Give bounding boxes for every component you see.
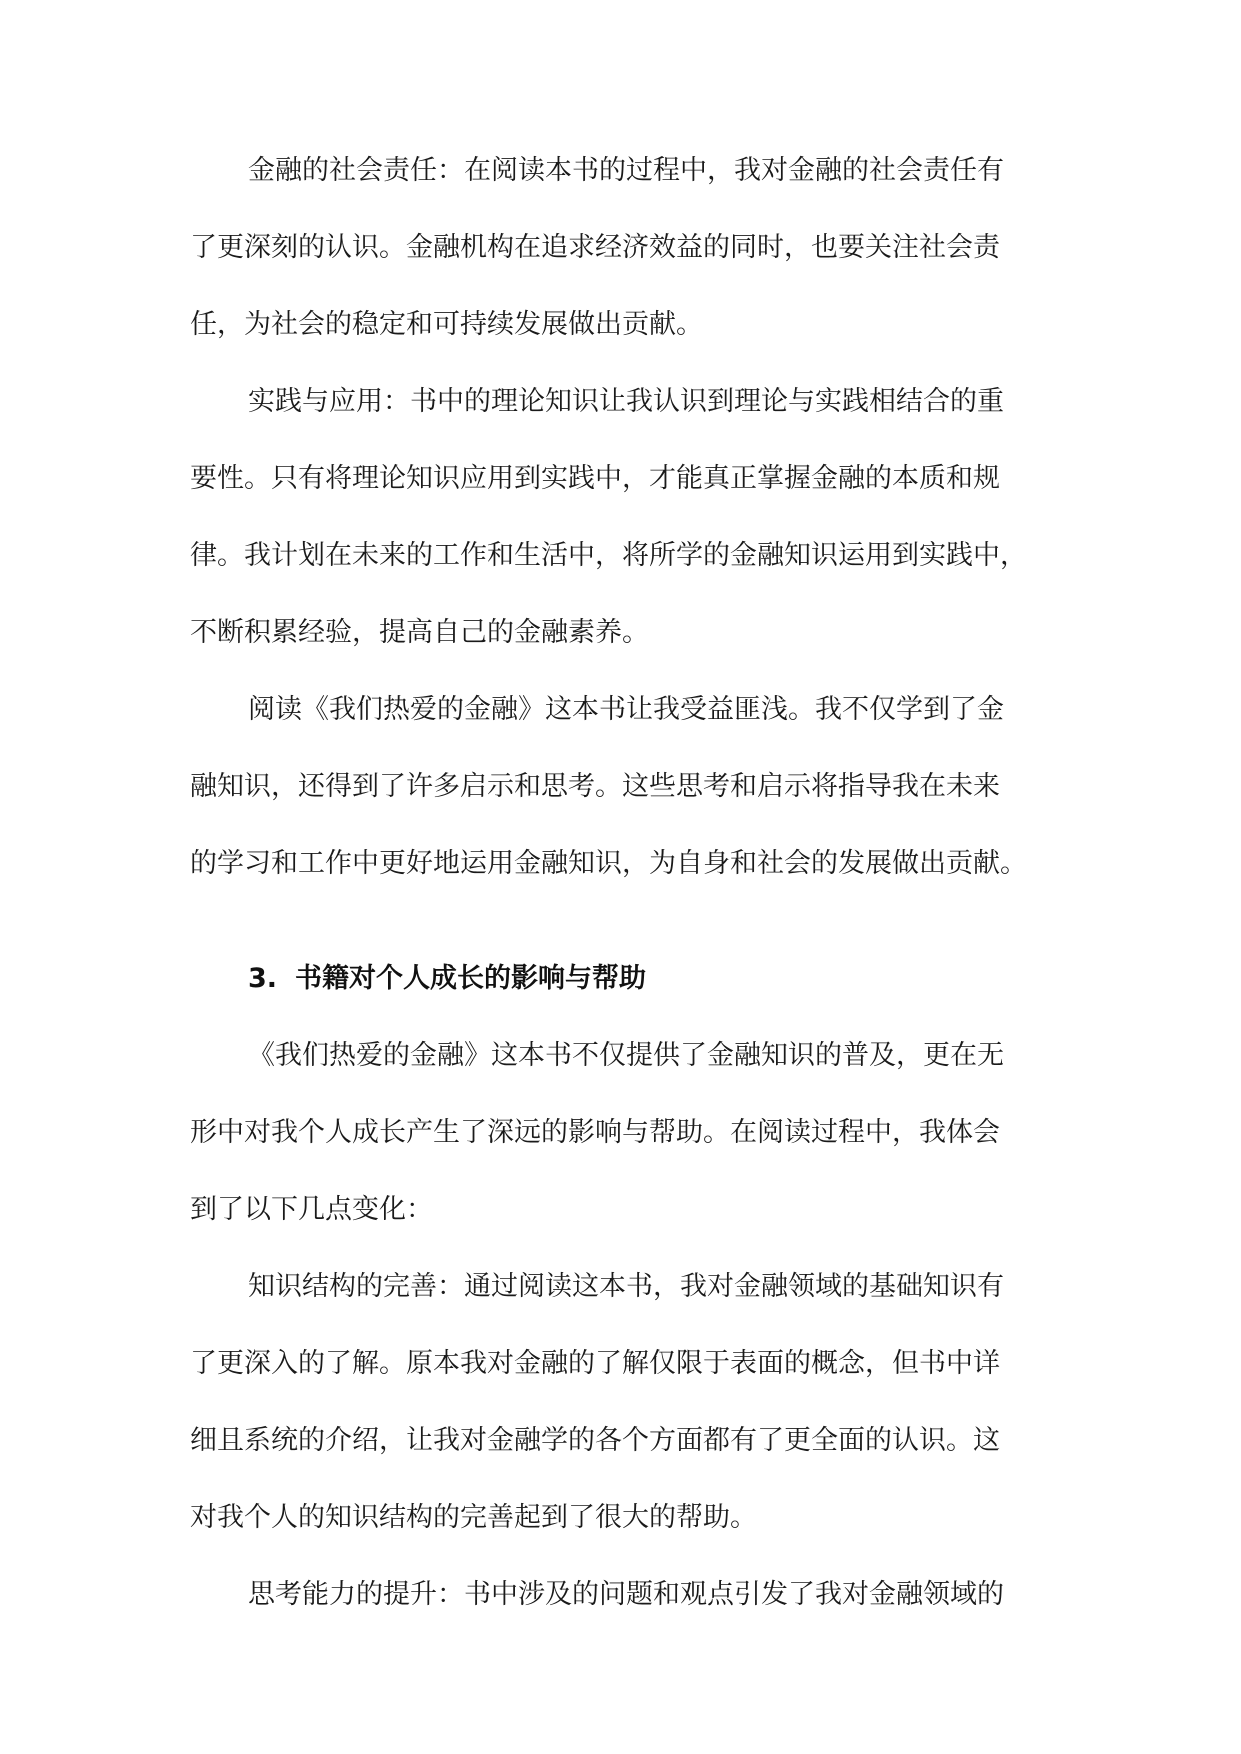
section-title: 书籍对个人成长的影响与帮助 bbox=[295, 963, 647, 994]
paragraph-reading-summary: 阅读《我们热爱的金融》这本书让我受益匪浅。我不仅学到了金 融知识，还得到了许多启示和思考。这些思考和启示将指导我在未来 的学习和工作中更好地运用金融知识，为自身和社会的发展做出贡献。 bbox=[190, 694, 1027, 879]
section-heading bbox=[190, 940, 1056, 1017]
paragraph-thinking-ability: 思考能力的提升：书中涉及的问题和观点引发了我对金融领域的 bbox=[248, 1579, 1004, 1610]
document-body bbox=[190, 132, 1056, 1633]
paragraph-personal-growth-intro: 《我们热爱的金融》这本书不仅提供了金融知识的普及，更在无 形中对我个人成长产生了深远的影响与帮助。在阅读过程中，我体会 到了以下几点变化： bbox=[190, 1040, 1004, 1225]
paragraph-practice-application: 实践与应用：书中的理论知识让我认识到理论与实践相结合的重 要性。只有将理论知识应用到实践中，才能真正掌握金融的本质和规 律。我计划在未来的工作和生活中，将所学的金融知识运用到实践中， 不断积累经验，提高自己的金融素养。 bbox=[190, 386, 1027, 648]
section-number: 3. bbox=[248, 963, 278, 994]
paragraph-knowledge-structure: 知识结构的完善：通过阅读这本书，我对金融领域的基础知识有 了更深入的了解。原本我对金融的了解仅限于表面的概念，但书中详 细且系统的介绍，让我对金融学的各个方面都有了更全面的认识。这 对我个人的知识结构的完善起到了很大的帮助。 bbox=[190, 1271, 1004, 1533]
paragraph-social-responsibility: 金融的社会责任：在阅读本书的过程中，我对金融的社会责任有 了更深刻的认识。金融机构在追求经济效益的同时，也要关注社会责 任，为社会的稳定和可持续发展做出贡献。 bbox=[190, 155, 1004, 340]
